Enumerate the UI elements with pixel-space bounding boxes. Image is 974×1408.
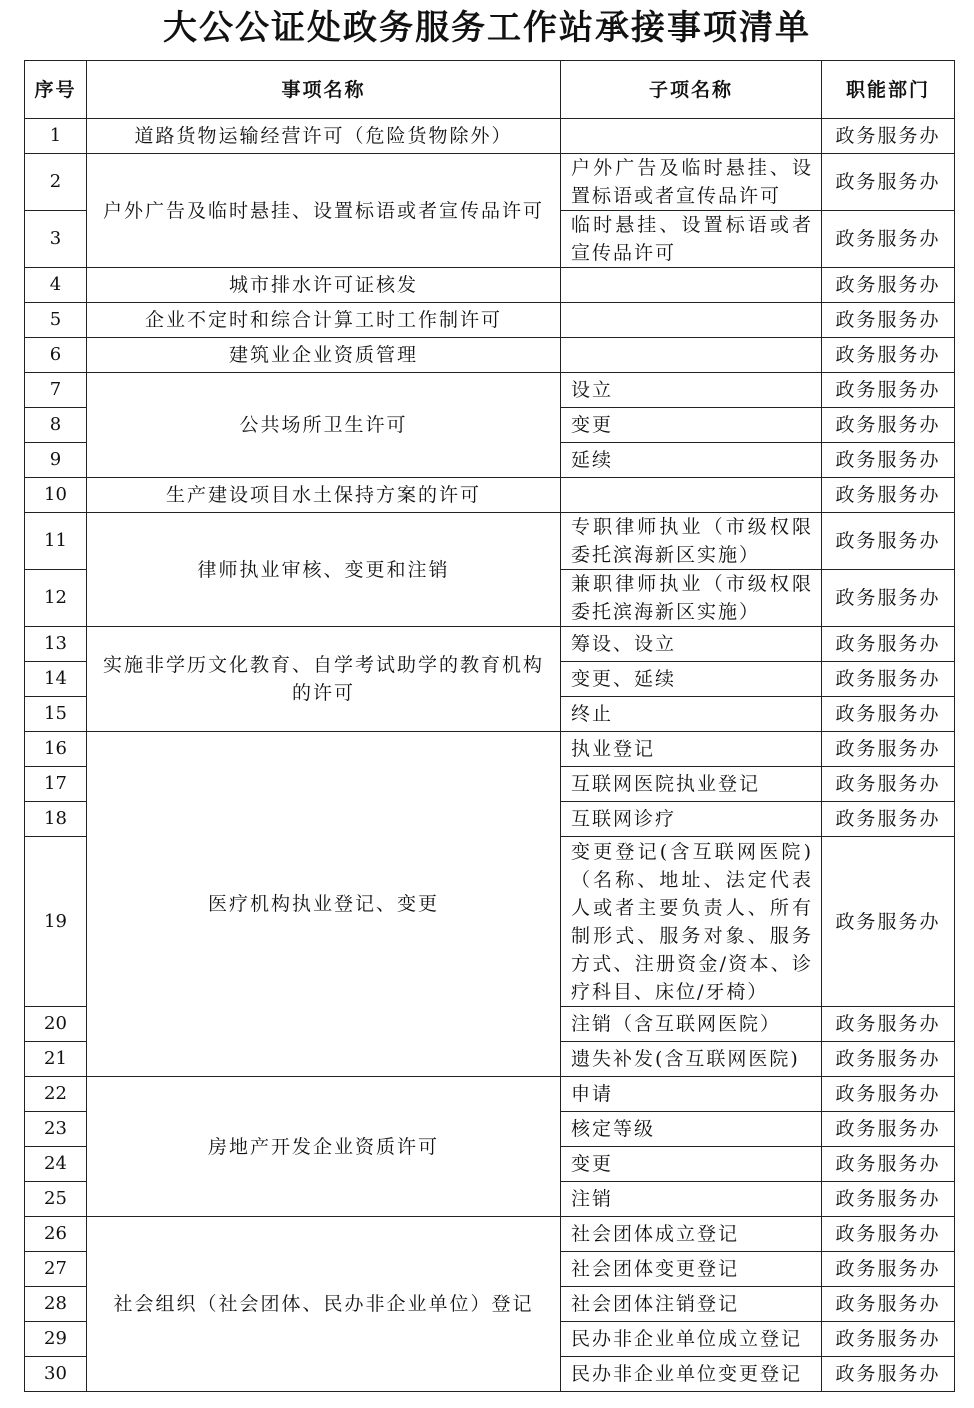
items-table — [24, 60, 955, 1392]
department: 政务服务办 — [822, 1182, 955, 1217]
department: 政务服务办 — [822, 570, 955, 627]
header-sub: 子项名称 — [561, 61, 822, 119]
header-item: 事项名称 — [87, 61, 561, 119]
row-seq: 28 — [25, 1287, 87, 1322]
sub-item-name: 社会团体变更登记 — [561, 1252, 822, 1287]
sub-item-name — [561, 338, 822, 373]
table-row — [25, 119, 955, 154]
row-seq: 20 — [25, 1007, 87, 1042]
row-seq: 18 — [25, 802, 87, 837]
header-seq: 序号 — [25, 61, 87, 119]
sub-item-name: 互联网医院执业登记 — [561, 767, 822, 802]
department: 政务服务办 — [822, 154, 955, 211]
table-row — [25, 478, 955, 513]
department: 政务服务办 — [822, 1217, 955, 1252]
table-row — [25, 1077, 955, 1112]
item-name: 社会组织（社会团体、民办非企业单位）登记 — [87, 1217, 561, 1392]
item-name: 城市排水许可证核发 — [87, 268, 561, 303]
sub-item-name: 设立 — [561, 373, 822, 408]
sub-item-name: 筹设、设立 — [561, 627, 822, 662]
row-seq: 25 — [25, 1182, 87, 1217]
item-name: 道路货物运输经营许可（危险货物除外） — [87, 119, 561, 154]
department: 政务服务办 — [822, 1112, 955, 1147]
department: 政务服务办 — [822, 732, 955, 767]
sub-item-name: 社会团体注销登记 — [561, 1287, 822, 1322]
item-name: 房地产开发企业资质许可 — [87, 1077, 561, 1217]
row-seq: 4 — [25, 268, 87, 303]
sub-item-name — [561, 478, 822, 513]
row-seq: 13 — [25, 627, 87, 662]
item-name: 企业不定时和综合计算工时工作制许可 — [87, 303, 561, 338]
row-seq: 29 — [25, 1322, 87, 1357]
department: 政务服务办 — [822, 1147, 955, 1182]
row-seq: 17 — [25, 767, 87, 802]
sub-item-name: 专职律师执业（市级权限委托滨海新区实施） — [561, 513, 822, 570]
department: 政务服务办 — [822, 1252, 955, 1287]
row-seq: 8 — [25, 408, 87, 443]
department: 政务服务办 — [822, 303, 955, 338]
sub-item-name: 社会团体成立登记 — [561, 1217, 822, 1252]
row-seq: 3 — [25, 211, 87, 268]
row-seq: 27 — [25, 1252, 87, 1287]
table-row — [25, 732, 955, 767]
sub-item-name: 变更、延续 — [561, 662, 822, 697]
department: 政务服务办 — [822, 837, 955, 1007]
row-seq: 1 — [25, 119, 87, 154]
sub-item-name: 变更 — [561, 408, 822, 443]
row-seq: 16 — [25, 732, 87, 767]
table-header-row — [25, 61, 955, 119]
department: 政务服务办 — [822, 1007, 955, 1042]
department: 政务服务办 — [822, 802, 955, 837]
department: 政务服务办 — [822, 1322, 955, 1357]
table-row — [25, 268, 955, 303]
row-seq: 6 — [25, 338, 87, 373]
sub-item-name — [561, 268, 822, 303]
row-seq: 10 — [25, 478, 87, 513]
row-seq: 30 — [25, 1357, 87, 1392]
page-title: 大公公证处政务服务工作站承接事项清单 — [163, 8, 811, 48]
item-name: 户外广告及临时悬挂、设置标语或者宣传品许可 — [87, 154, 561, 268]
table-row — [25, 513, 955, 570]
table-body — [25, 119, 955, 1392]
sub-item-name: 延续 — [561, 443, 822, 478]
item-name: 律师执业审核、变更和注销 — [87, 513, 561, 627]
sub-item-name: 户外广告及临时悬挂、设置标语或者宣传品许可 — [561, 154, 822, 211]
department: 政务服务办 — [822, 1357, 955, 1392]
department: 政务服务办 — [822, 373, 955, 408]
row-seq: 7 — [25, 373, 87, 408]
table-row — [25, 338, 955, 373]
department: 政务服务办 — [822, 697, 955, 732]
item-name: 公共场所卫生许可 — [87, 373, 561, 478]
sub-item-name: 遗失补发(含互联网医院) — [561, 1042, 822, 1077]
department: 政务服务办 — [822, 662, 955, 697]
row-seq: 22 — [25, 1077, 87, 1112]
item-name: 建筑业企业资质管理 — [87, 338, 561, 373]
sub-item-name — [561, 303, 822, 338]
department: 政务服务办 — [822, 408, 955, 443]
item-name: 医疗机构执业登记、变更 — [87, 732, 561, 1077]
department: 政务服务办 — [822, 513, 955, 570]
item-name: 实施非学历文化教育、自学考试助学的教育机构的许可 — [87, 627, 561, 732]
table-row — [25, 303, 955, 338]
item-name: 生产建设项目水土保持方案的许可 — [87, 478, 561, 513]
row-seq: 2 — [25, 154, 87, 211]
department: 政务服务办 — [822, 1042, 955, 1077]
department: 政务服务办 — [822, 268, 955, 303]
department: 政务服务办 — [822, 1077, 955, 1112]
table-row — [25, 1217, 955, 1252]
sub-item-name — [561, 119, 822, 154]
sub-item-name: 变更 — [561, 1147, 822, 1182]
row-seq: 19 — [25, 837, 87, 1007]
header-dept: 职能部门 — [822, 61, 955, 119]
sub-item-name: 变更登记(含互联网医院)（名称、地址、法定代表人或者主要负责人、所有制形式、服务对象、服务方式、注册资金/资本、诊疗科目、床位/牙椅） — [561, 837, 822, 1007]
sub-item-name: 民办非企业单位成立登记 — [561, 1322, 822, 1357]
row-seq: 14 — [25, 662, 87, 697]
sub-item-name: 执业登记 — [561, 732, 822, 767]
table-row — [25, 154, 955, 211]
table-row — [25, 373, 955, 408]
sub-item-name: 终止 — [561, 697, 822, 732]
row-seq: 23 — [25, 1112, 87, 1147]
sub-item-name: 申请 — [561, 1077, 822, 1112]
sub-item-name: 注销（含互联网医院） — [561, 1007, 822, 1042]
row-seq: 9 — [25, 443, 87, 478]
sub-item-name: 临时悬挂、设置标语或者宣传品许可 — [561, 211, 822, 268]
department: 政务服务办 — [822, 478, 955, 513]
department: 政务服务办 — [822, 338, 955, 373]
department: 政务服务办 — [822, 119, 955, 154]
department: 政务服务办 — [822, 767, 955, 802]
department: 政务服务办 — [822, 211, 955, 268]
row-seq: 12 — [25, 570, 87, 627]
table-row — [25, 627, 955, 662]
row-seq: 26 — [25, 1217, 87, 1252]
sub-item-name: 兼职律师执业（市级权限委托滨海新区实施） — [561, 570, 822, 627]
row-seq: 5 — [25, 303, 87, 338]
department: 政务服务办 — [822, 627, 955, 662]
row-seq: 21 — [25, 1042, 87, 1077]
row-seq: 24 — [25, 1147, 87, 1182]
department: 政务服务办 — [822, 1287, 955, 1322]
sub-item-name: 核定等级 — [561, 1112, 822, 1147]
row-seq: 15 — [25, 697, 87, 732]
sub-item-name: 互联网诊疗 — [561, 802, 822, 837]
department: 政务服务办 — [822, 443, 955, 478]
sub-item-name: 民办非企业单位变更登记 — [561, 1357, 822, 1392]
sub-item-name: 注销 — [561, 1182, 822, 1217]
row-seq: 11 — [25, 513, 87, 570]
